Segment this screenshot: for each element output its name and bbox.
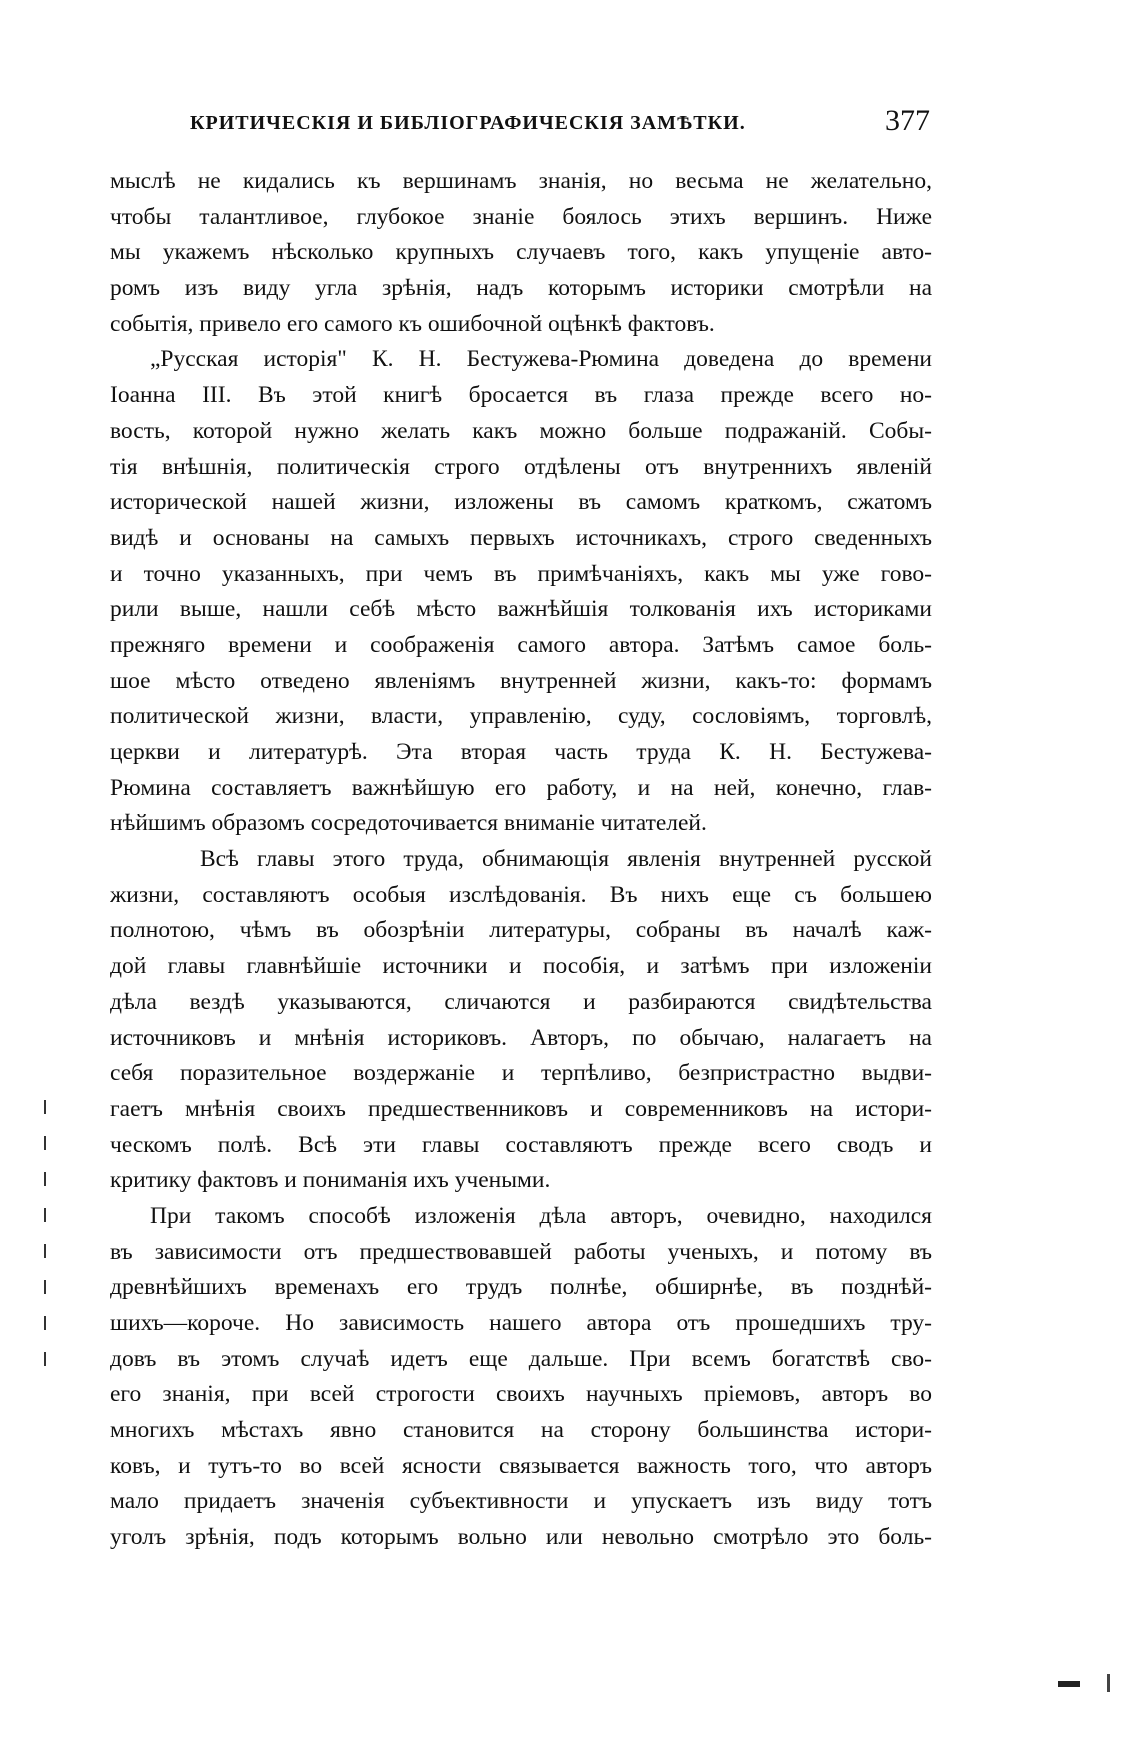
text-line: дой главы главнѣйшіе источники и пособія, и затѣмъ при изложеніи (110, 953, 932, 980)
margin-scan-marks (44, 1100, 54, 1388)
text-line: Іоанна III. Въ этой книгѣ бросается въ глаза прежде всего но- (110, 382, 932, 409)
scan-artifact (1107, 1674, 1110, 1692)
text-line: церкви и литературѣ. Эта вторая часть труда К. Н. Бестужева- (110, 739, 932, 765)
text-line: видѣ и основаны на самыхъ первыхъ источникахъ, строго сведенныхъ (110, 524, 932, 551)
body-text (110, 164, 932, 1556)
scan-mark (44, 1100, 46, 1114)
text-line: ромъ изъ виду угла зрѣнія, надъ которымъ историки смотрѣли на (110, 275, 932, 302)
text-line: источниковъ и мнѣнія историковъ. Авторъ, по обычаю, налагаетъ на (110, 1024, 932, 1051)
text-line: Всѣ главы этого труда, обнимающія явленія внутренней русской (200, 846, 932, 873)
text-line: ческомъ полѣ. Всѣ эти главы составляютъ прежде всего сводъ и (110, 1131, 932, 1158)
text-line: событія, привело его самого къ ошибочной оцѣнкѣ фактовъ. (110, 310, 715, 337)
text-line: и точно указанныхъ, при чемъ въ примѣчаніяхъ, какъ мы уже гово- (110, 560, 932, 587)
text-line: мы укажемъ нѣсколько крупныхъ случаевъ того, какъ упущеніе авто- (110, 239, 932, 266)
scan-artifact (1058, 1681, 1080, 1687)
text-line: его знанія, при всей строгости своихъ научныхъ пріемовъ, авторъ во (110, 1381, 932, 1408)
text-line: Рюмина составляетъ важнѣйшую его работу, и на ней, конечно, глав- (110, 774, 932, 801)
page-number: 377 (885, 104, 930, 137)
scan-mark (44, 1244, 46, 1258)
running-title: КРИТИЧЕСКІЯ И БИБЛІОГРАФИЧЕСКІЯ ЗАМѢТКИ. (190, 112, 746, 134)
scan-mark (44, 1316, 46, 1330)
text-line: политической жизни, власти, управленію, суду, сословіямъ, торговлѣ, (110, 703, 932, 730)
text-line: вость, которой нужно желать какъ можно больше подражаній. Собы- (110, 417, 932, 444)
scan-mark (44, 1280, 46, 1294)
text-line: тія внѣшнія, политическія строго отдѣлены отъ внутреннихъ явленій (110, 453, 932, 480)
text-line: чтобы талантливое, глубокое знаніе боялось этихъ вершинъ. Ниже (110, 203, 932, 230)
text-line: довъ въ этомъ случаѣ идетъ еще дальше. При всемъ богатствѣ сво- (110, 1345, 932, 1372)
page-header (110, 104, 930, 144)
text-line: гаетъ мнѣнія своихъ предшественниковъ и современниковъ на истори- (110, 1095, 932, 1122)
text-line: исторической нашей жизни, изложены въ самомъ краткомъ, сжатомъ (110, 489, 932, 516)
text-line: жизни, составляютъ особыя изслѣдованія. Въ нихъ еще съ большею (110, 881, 932, 908)
text-line: „Русская исторія" К. Н. Бестужева-Рюмина доведена до времени (150, 346, 932, 373)
text-line: древнѣйшихъ временахъ его трудъ полнѣе, обширнѣе, въ позднѣй- (110, 1274, 932, 1301)
text-line: въ зависимости отъ предшествовавшей работы ученыхъ, и потому въ (110, 1238, 932, 1265)
text-line: рили выше, нашли себѣ мѣсто важнѣйшія толкованія ихъ историками (110, 596, 932, 623)
text-line: критику фактовъ и пониманія ихъ учеными. (110, 1167, 551, 1194)
text-line: уголъ зрѣнія, подъ которымъ вольно или невольно смотрѣло это боль- (110, 1524, 932, 1551)
text-line: шое мѣсто отведено явленіямъ внутренней жизни, какъ-то: формамъ (110, 667, 932, 694)
scan-mark (44, 1172, 46, 1186)
text-line: себя поразительное воздержаніе и терпѣливо, безпристрастно выдви- (110, 1060, 932, 1087)
text-line: прежняго времени и соображенія самого автора. Затѣмъ самое боль- (110, 631, 932, 658)
text-line: многихъ мѣстахъ явно становится на сторону большинства истори- (110, 1417, 932, 1444)
text-line: шихъ—короче. Но зависимость нашего автора отъ прошедшихъ тру- (110, 1310, 932, 1336)
text-line: дѣла вездѣ указываются, сличаются и разбираются свидѣтельства (110, 988, 932, 1015)
scan-mark (44, 1352, 46, 1366)
text-line: При такомъ способѣ изложенія дѣла авторъ, очевидно, находился (150, 1202, 932, 1229)
text-line: мало придаетъ значенія субъективности и упускаетъ изъ виду тотъ (110, 1488, 932, 1515)
text-line: полнотою, чѣмъ въ обозрѣніи литературы, собраны въ началѣ каж- (110, 917, 932, 944)
text-line: ковъ, и тутъ-то во всей ясности связывается важность того, что авторъ (110, 1452, 932, 1479)
scan-mark (44, 1136, 46, 1150)
text-line: мыслѣ не кидались къ вершинамъ знанія, но весьма не желательно, (110, 168, 932, 194)
scan-mark (44, 1208, 46, 1222)
text-line: нѣйшимъ образомъ сосредоточивается вниманіе читателей. (110, 810, 707, 837)
